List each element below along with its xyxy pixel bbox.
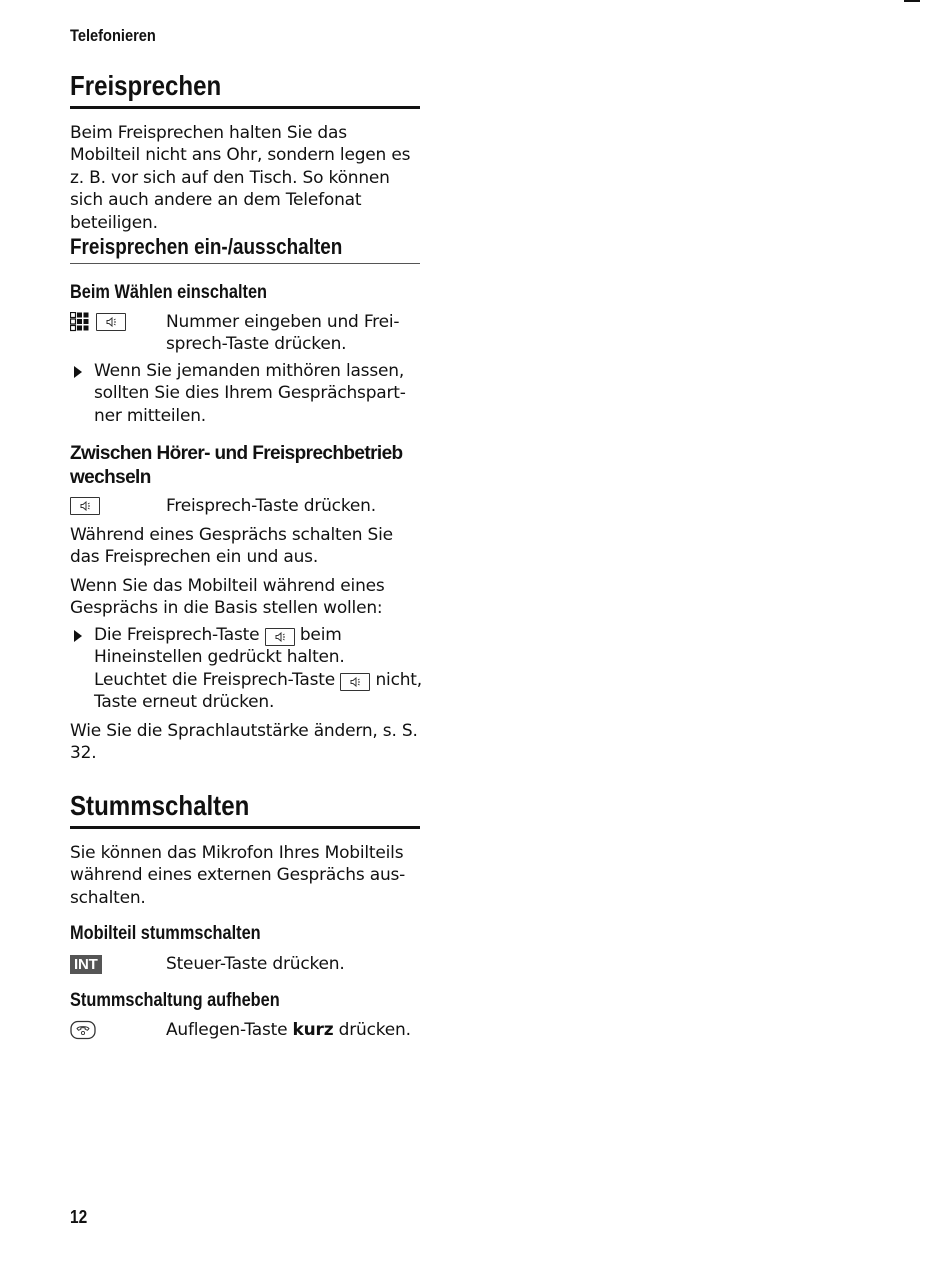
heading-dial-handsfree — [70, 281, 420, 305]
step-keys — [70, 953, 102, 975]
heading-switch-mode — [70, 442, 420, 490]
step-keys — [70, 495, 100, 517]
step-description: Freisprech-Taste drücken. — [166, 496, 376, 516]
paragraph-toggle-during-call: Während eines Gesprächs schalten Sie das Freisprechen ein und aus. — [70, 525, 393, 568]
step-text-part: drücken. — [333, 1020, 411, 1040]
paragraph-volume-reference: Wie Sie die Sprachlautstärke ändern, s. S. 32. — [70, 721, 418, 764]
end-call-key-icon — [70, 1020, 96, 1040]
paragraph-base-placement: Wenn Sie das Mobilteil während eines Gesprächs in die Basis stellen wollen: — [70, 576, 385, 619]
handsfree-key-icon — [265, 628, 295, 646]
heading-text: Mobilteil stummschalten — [70, 923, 261, 944]
bullet-text — [94, 624, 422, 714]
heading-text: Zwischen Hörer- und Freisprechbetrieb wechseln — [70, 443, 403, 488]
int-key-icon: INT — [70, 955, 102, 974]
section-title-freisprechen — [70, 70, 420, 109]
page-edge-mark — [904, 0, 920, 2]
keypad-icon — [70, 312, 90, 332]
step-text-emphasis: kurz — [292, 1020, 334, 1040]
section-title-stummschalten — [70, 790, 420, 829]
page-number: 12 — [70, 1207, 88, 1227]
step-description: Nummer eingeben und Frei-sprech-Taste drücken. — [166, 312, 400, 355]
handsfree-key-icon — [70, 497, 100, 515]
step-switch-mode — [70, 495, 422, 517]
subsection-title-text: Freisprechen ein-/ausschalten — [70, 234, 343, 259]
handsfree-key-icon — [340, 673, 370, 691]
heading-text: Beim Wählen einschalten — [70, 282, 268, 303]
step-mute — [70, 953, 422, 975]
heading-mute — [70, 922, 420, 946]
bullet-inform-partner — [70, 360, 422, 427]
bullet-text-part: nicht, Taste erneut drücken. — [94, 669, 422, 713]
bullet-text-part: Die Freisprech-Taste — [94, 625, 260, 645]
step-keys — [70, 311, 126, 333]
bullet-triangle-icon — [74, 366, 82, 378]
mute-intro-paragraph: Sie können das Mikrofon Ihres Mobilteils während eines externen Gesprächs aus-schalten. — [70, 843, 406, 908]
step-unmute — [70, 1019, 422, 1041]
step-description: Steuer-Taste drücken. — [166, 954, 345, 974]
heading-unmute — [70, 989, 420, 1013]
bullet-hold-handsfree — [70, 624, 422, 714]
bullet-text: Wenn Sie jemanden mithören lassen, sollten Sie dies Ihrem Gesprächspart-ner mitteilen. — [94, 361, 406, 426]
subsection-title-toggle — [70, 234, 420, 264]
step-dial-handsfree — [70, 311, 422, 356]
intro-paragraph: Beim Freisprechen halten Sie das Mobilteil nicht ans Ohr, sondern legen es z. B. vor sich auf den Tisch. So können sich auch andere an dem Telefonat beteiligen. — [70, 123, 411, 233]
section-title-text: Freisprechen — [70, 70, 222, 101]
running-header: Telefonieren — [70, 26, 156, 45]
section-title-text: Stummschalten — [70, 790, 250, 821]
step-description — [166, 1019, 422, 1041]
bullet-triangle-icon — [74, 630, 82, 642]
heading-text: Stummschaltung aufheben — [70, 990, 280, 1011]
step-keys — [70, 1019, 96, 1041]
bullet-text-part: beim Hineinstellen gedrückt halten. Leuchtet die Freisprech-Taste — [94, 625, 345, 690]
handsfree-key-icon — [96, 313, 126, 331]
step-text-part: Auflegen-Taste — [166, 1020, 293, 1040]
